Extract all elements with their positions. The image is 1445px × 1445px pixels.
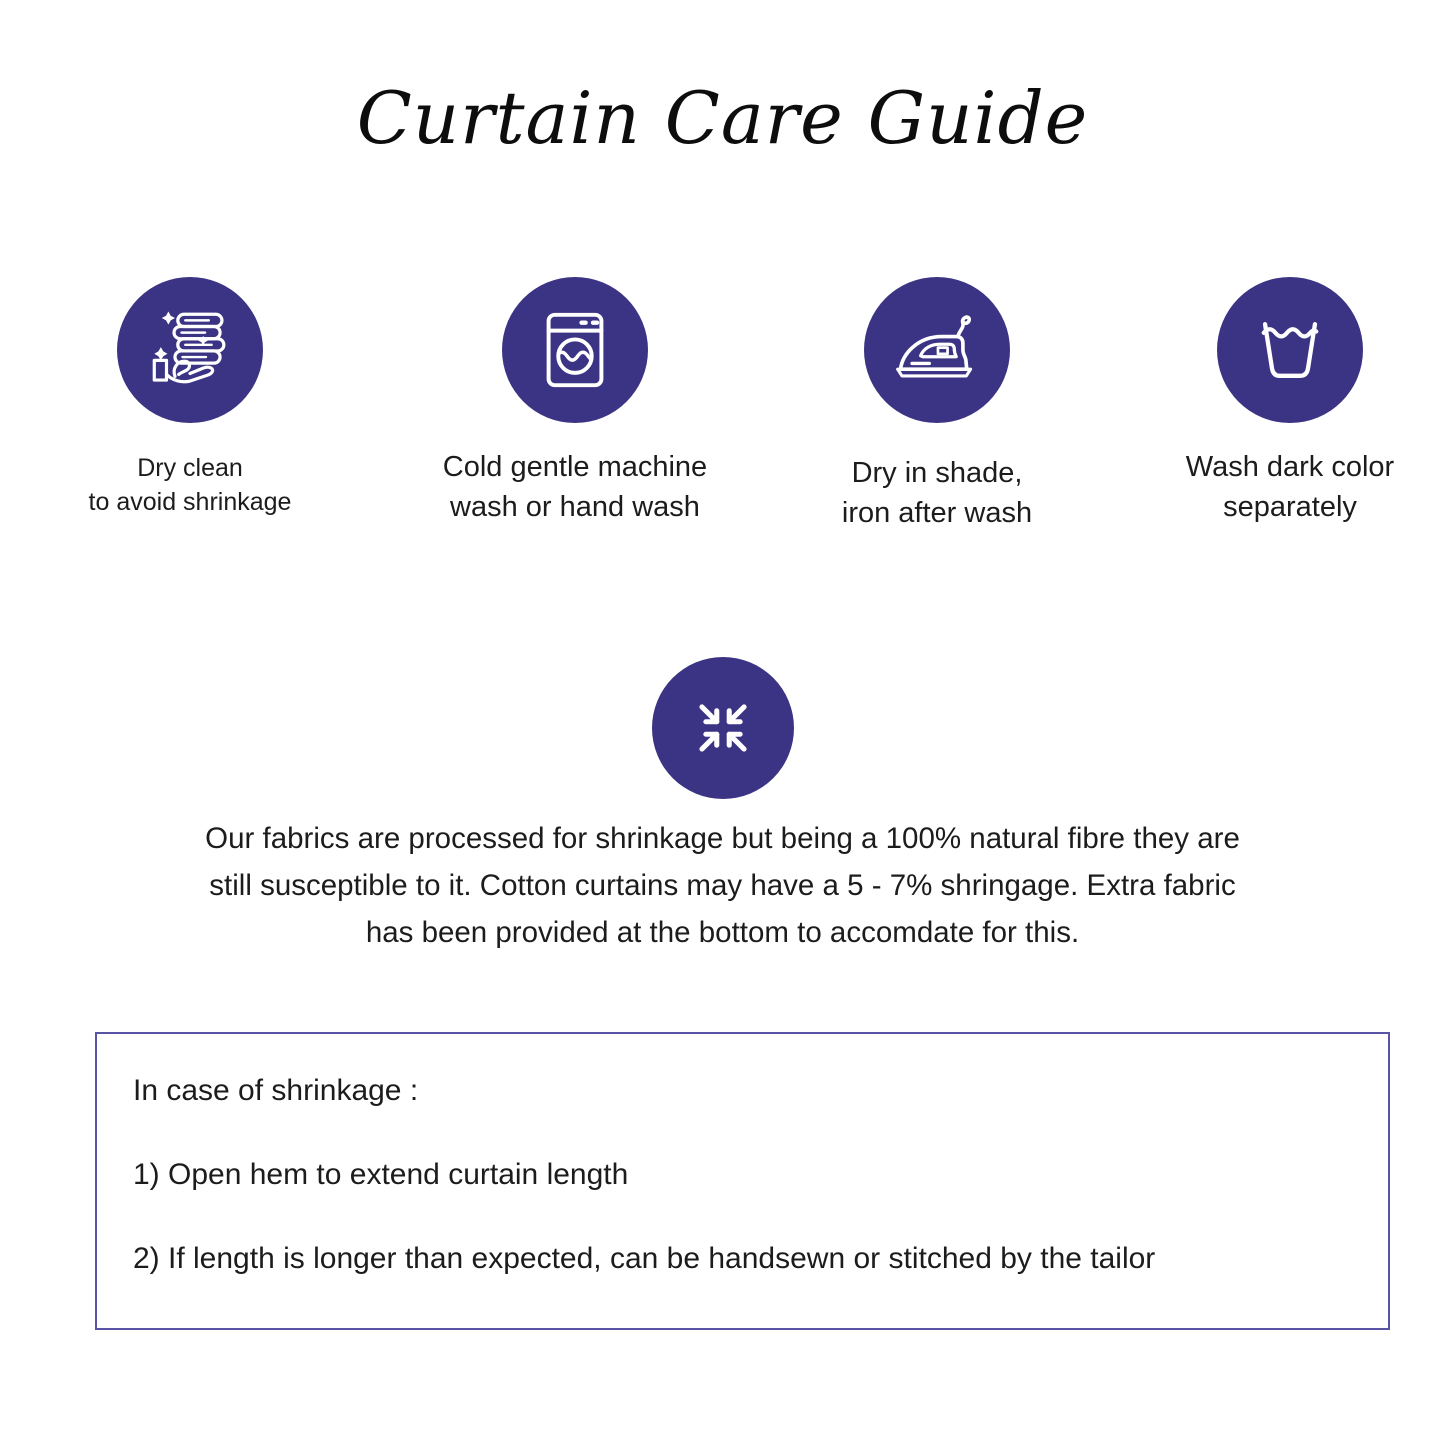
icon-circle xyxy=(864,277,1010,423)
care-label-line: Dry clean xyxy=(137,454,243,482)
washing-machine-icon xyxy=(531,306,619,394)
icon-circle xyxy=(502,277,648,423)
care-label-line: wash or hand wash xyxy=(450,491,700,523)
note-box-item: 2) If length is longer than expected, can be handsewn or stitched by the tailor xyxy=(133,1242,1156,1275)
care-item-machine-wash xyxy=(395,277,755,527)
wash-basin-icon xyxy=(1247,307,1333,393)
iron-icon xyxy=(889,302,985,398)
care-label xyxy=(443,447,707,527)
shrink-icon-circle xyxy=(652,657,794,799)
paragraph-line: Our fabrics are processed for shrinkage but being a 100% natural fibre they are xyxy=(205,822,1240,855)
care-item-iron xyxy=(757,277,1117,533)
care-label-line: separately xyxy=(1223,491,1357,523)
care-item-dry-clean xyxy=(10,277,370,519)
care-label-line: Cold gentle machine xyxy=(442,451,708,483)
care-label xyxy=(89,451,292,519)
care-label-line: iron after wash xyxy=(841,497,1033,529)
page-title: Curtain Care Guide xyxy=(356,76,1089,160)
care-label xyxy=(1186,447,1394,527)
paragraph-line: has been provided at the bottom to accomdate for this. xyxy=(365,916,1080,949)
care-label-line: Dry in shade, xyxy=(851,457,1023,489)
care-label xyxy=(842,453,1032,533)
care-label-line: to avoid shrinkage xyxy=(88,488,292,516)
shrinkage-paragraph xyxy=(0,815,1445,956)
care-label-line: Wash dark color xyxy=(1185,451,1395,483)
note-box-item: 1) Open hem to extend curtain length xyxy=(133,1158,629,1191)
icon-circle xyxy=(1217,277,1363,423)
shrinkage-note-box xyxy=(95,1032,1390,1330)
shrink-arrows-icon xyxy=(684,689,762,767)
folded-towels-hand-icon xyxy=(143,303,237,397)
note-box-heading: In case of shrinkage : xyxy=(133,1074,419,1107)
icon-circle xyxy=(117,277,263,423)
paragraph-line: still susceptible to it. Cotton curtains may have a 5 - 7% shringage. Extra fabric xyxy=(209,869,1236,902)
care-item-wash-dark xyxy=(1110,277,1445,527)
